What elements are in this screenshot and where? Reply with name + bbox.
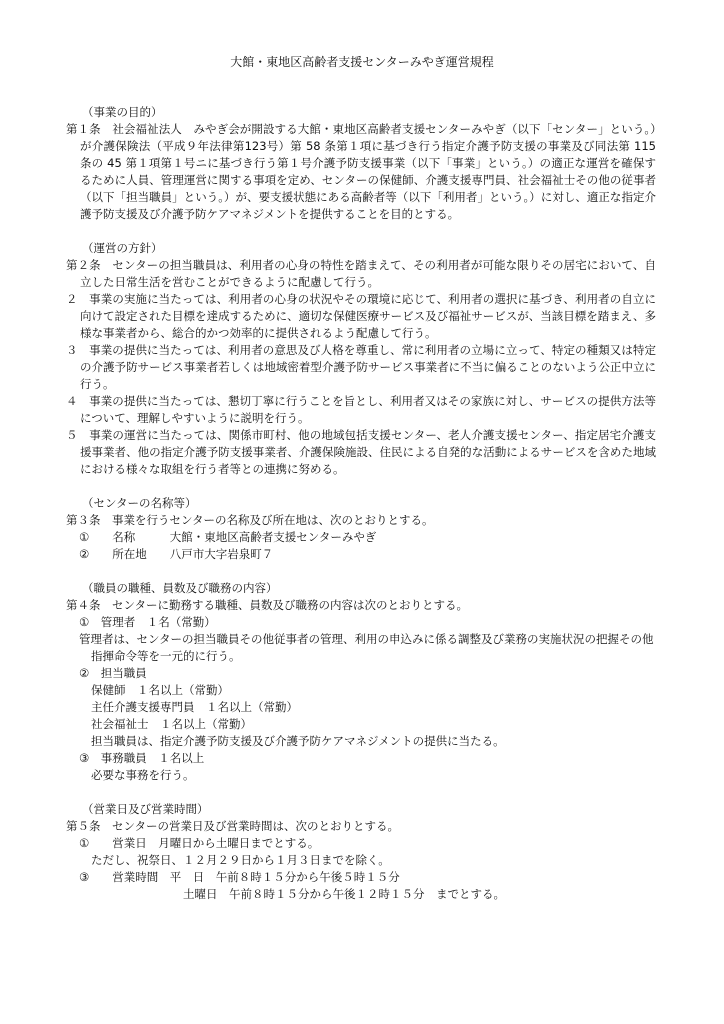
article-2-paragraph-5: ５ 事業の運営に当たっては、関係市町村、他の地域包括支援センター、老人介護支援センター、指定居宅介護支援事業者、他の指定介護予防支援事業者、介護保険施設、住民による自発的な活動によるサービスを含めた地域における様々な取組を行う者等との連携に努める。	[66, 428, 656, 476]
list-item-location: ② 所在地 八戸市大字岩泉町７	[79, 547, 274, 561]
article-2-paragraph-4: ４ 事業の提供に当たっては、懇切丁寧に行うことを旨とし、利用者又はその家族に対し、サービスの提供方法等について、理解しやすいように説明を行う。	[66, 394, 656, 425]
section-policy	[66, 240, 656, 478]
staff-manager-duty: 管理者は、センターの担当職員その他従事者の管理、利用の申込みに係る調整及び業務の実施状況の把握その他指揮命令等を一元的に行う。	[79, 632, 654, 663]
business-days: ① 営業日 月曜日から土曜日までとする。	[79, 836, 320, 850]
business-hours-weekday: ③ 営業時間 平 日 午前８時１５分から午後５時１５分	[79, 870, 400, 884]
section-business-hours	[66, 801, 656, 903]
business-hours-saturday: 土曜日 午前８時１５分から午後１２時１５分 までとする。	[183, 887, 505, 901]
staff-role-care-manager: 主任介護支援専門員 １名以上（常勤）	[91, 700, 298, 714]
staff-manager-label: ① 管理者 １名（常勤）	[79, 615, 216, 629]
list-item-name: ① 名称 大館・東地区高齢者支援センターみやぎ	[79, 530, 377, 544]
section-heading: （センターの名称等）	[82, 496, 197, 510]
article-2-paragraph-3: ３ 事業の提供に当たっては、利用者の意思及び人格を尊重し、常に利用者の立場に立って、特定の種類又は特定の介護予防サービス事業者若しくは地域密着型介護予防サービス事業者に不当に偏ることのないよう公正中立に行う。	[66, 343, 656, 391]
section-heading: （職員の職種、員数及び職務の内容）	[82, 581, 278, 595]
staff-members-duty: 担当職員は、指定介護予防支援及び介護予防ケアマネジメントの提供に当たる。	[91, 734, 505, 748]
business-days-note: ただし、祝祭日、１２月２９日から１月３日までを除く。	[91, 853, 390, 867]
staff-role-social-worker: 社会福祉士 １名以上（常勤）	[91, 717, 252, 731]
section-staff	[66, 580, 656, 784]
staff-role-public-health-nurse: 保健師 １名以上（常勤）	[91, 683, 229, 697]
staff-clerical-duty: 必要な事務を行う。	[91, 768, 195, 782]
section-name-location	[66, 495, 656, 563]
article-4: 第４条 センターに勤務する職種、員数及び職務の内容は次のとおりとする。	[66, 598, 469, 612]
article-1: 第１条 社会福祉法人 みやぎ会が開設する大館・東地区高齢者支援センターみやぎ（以下「センター」という。）が介護保険法（平成９年法律第123号）第 58 条第１項に基づき行う指定介護予防支援の事業及び同法第 115 条の 45 第１項第１号ニに基づき行う第１号介護予防支援事業（以下「事業」という。）の適正な運営を確保するために人員、管理運営に関する事項を定め、センターの保健師、介護支援専門員、社会福祉士その他の従事者（以下「担当職員」という。）が、要支援状態にある高齢者等（以下「利用者」という。）に対し、適正な指定介護予防支援及び介護予防ケアマネジメントを提供することを目的とする。	[66, 122, 656, 221]
section-heading: （事業の目的）	[82, 105, 163, 119]
section-heading: （運営の方針）	[82, 241, 163, 255]
article-2-paragraph-2: ２ 事業の実施に当たっては、利用者の心身の状況やその環境に応じて、利用者の選択に基づき、利用者の自立に向けて設定された目標を達成するために、適切な保健医療サービス及び福祉サービスが、当該目標を踏まえ、多様な事業者から、総合的かつ効率的に提供されるよう配慮して行う。	[66, 292, 656, 340]
staff-clerical-label: ③ 事務職員 １名以上	[79, 751, 205, 765]
article-3: 第３条 事業を行うセンターの名称及び所在地は、次のとおりとする。	[66, 513, 434, 527]
article-2: 第２条 センターの担当職員は、利用者の心身の特性を踏まえて、その利用者が可能な限りその居宅において、自立した日常生活を営むことができるように配慮して行う。	[66, 258, 656, 289]
document-body	[66, 104, 656, 920]
section-heading: （営業日及び営業時間）	[82, 802, 209, 816]
section-purpose	[66, 104, 656, 223]
staff-members-label: ② 担当職員	[79, 666, 147, 680]
article-5: 第５条 センターの営業日及び営業時間は、次のとおりとする。	[66, 819, 400, 833]
document-title: 大館・東地区高齢者支援センターみやぎ運営規程	[230, 55, 494, 69]
